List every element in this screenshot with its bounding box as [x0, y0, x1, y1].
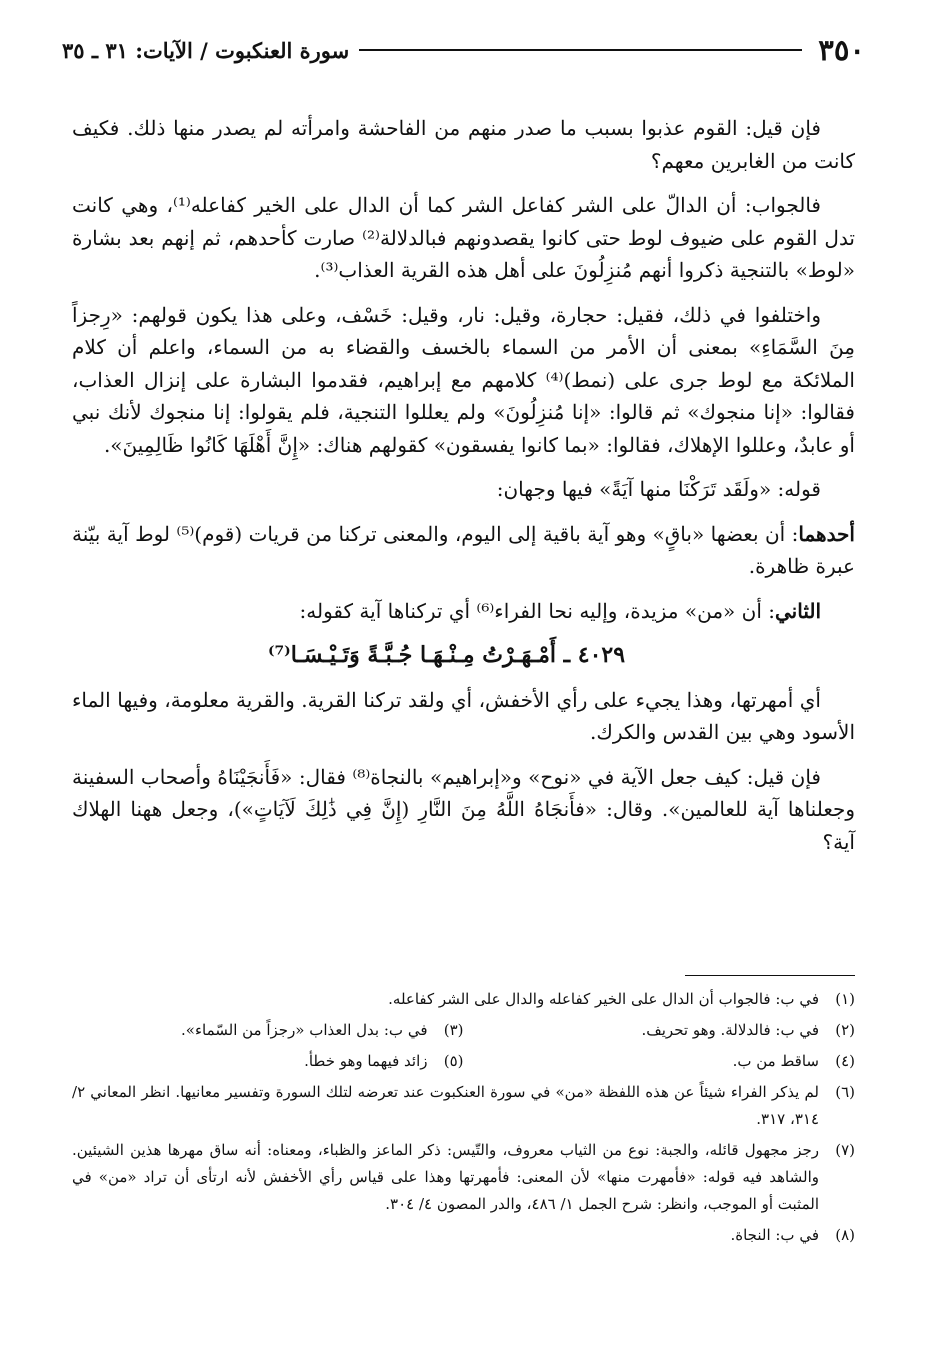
- page-number: ٣٥٠: [818, 33, 865, 67]
- footnote: [72, 1137, 855, 1218]
- footnote-number: (١): [835, 990, 855, 1008]
- header-title: سورة العنكبوت / الآيات: ٣١ ـ ٣٥: [62, 37, 350, 63]
- paragraph: واختلفوا في ذلك، فقيل: حجارة، وقيل: نار، وقيل: خَسْف، وعلى هذا يكون قولهم: «رِجزاً مِنَ السَّمَاءِ» بمعنى أن الأمر من السماء بالخسف والقضاء به من السماء، واعلم أن كلام الملائكة مع لوط جرى على (نمط)⁽⁴⁾ كلامهم مع إبراهيم، فقدموا البشارة على إنزال العذاب، فقالوا: «إنا منجوك» ثم قالوا: «إنا مُنزِلُونَ» ولم يعللوا التنجية، فلم يقولوا: إنا منجوك لأنك نبي أو عابدٌ، وعللوا الإهلاك، فقالوا: «بما كانوا يفسقون» كقولهم هناك: «إِنَّ أَهْلَهَا كَانُوا ظَالِمِينَ».: [72, 302, 855, 457]
- footnote-text: في ب: فالجواب أن الدال على الخير كفاعله والدال على الشر كفاعله.: [388, 990, 819, 1008]
- paragraph: فإن قيل: القوم عذبوا بسبب ما صدر منهم من الفاحشة وامرأته لم يصدر منها ذلك. فكيف كانت من الغابرين معهم؟: [72, 116, 855, 173]
- paragraph-first-view: [72, 518, 855, 583]
- second-view-label: الثاني: [774, 598, 821, 623]
- footnote-number: (٨): [835, 1226, 855, 1244]
- footnote-separator: [685, 975, 855, 976]
- footnote-number: (٦): [835, 1083, 855, 1101]
- running-header: [62, 30, 865, 70]
- footnote-text: رجز مجهول قائله، والجبة: نوع من الثياب معروف، والتّيس: ذكر الماعز والظباء، ومعناه: أنه ساق مهرها هذين الشيئين. والشاهد فيه قوله: «فأمهرت منها» لأن المعنى: فأمهرتها وهذا على قياس رأي الأخفش لأنه ارتأى أن تراد «من» في المثبت أو الموجب، وانظر: شرح الجمل ١/ ٤٨٦، والدر المصون ٤/ ٣٠٤.: [72, 1141, 819, 1213]
- poem-verse: ٤٠٢٩ ـ أَمْـهَـرْتُ مِـنْـهَـا جُـبَّـةً وَتَـيْـسَـا⁽⁷⁾: [267, 642, 626, 668]
- footnote-number: (٢): [835, 1021, 855, 1039]
- footnote-text: في ب: فالدلالة. وهو تحريف.: [641, 1021, 819, 1039]
- second-view-text: : أن «من» مزيدة، وإليه نحا الفراء⁽⁶⁾ أي تركناها آية كقوله:: [299, 598, 775, 623]
- footnote: [464, 1048, 856, 1075]
- footnote-text: لم يذكر الفراء شيئاً عن هذه اللفظة «من» في سورة العنكبوت عند تعرضه لتلك السورة وتفسير معانيها. انظر المعاني ٢/ ٣١٤، ٣١٧.: [72, 1083, 819, 1128]
- footnote: [72, 1222, 855, 1249]
- footnotes: [72, 986, 855, 1253]
- footnote-text: في ب: النجاة.: [730, 1226, 819, 1244]
- paragraph-second-view: [72, 595, 855, 628]
- footnote-text: ساقط من ب.: [732, 1052, 819, 1070]
- first-view-label: أحدهما: [798, 521, 855, 546]
- footnote-row: [72, 1017, 855, 1044]
- main-text: [72, 112, 855, 870]
- header-rule: [359, 49, 802, 51]
- footnote: [72, 1048, 464, 1075]
- footnote: [72, 986, 855, 1013]
- footnote-number: (٣): [443, 1021, 464, 1039]
- footnote: [72, 1079, 855, 1133]
- paragraph: أي أمهرتها، وهذا يجيء على رأي الأخفش، أي ولقد تركنا القرية. والقرية معلومة، وفيها الماء الأسود وهي بين القدس والكرك.: [72, 687, 855, 744]
- footnote: [464, 1017, 856, 1044]
- footnote-text: في ب: بدل العذاب «رجزاً من السّماء».: [181, 1021, 428, 1039]
- first-view-text: : أن بعضها «باقٍ» وهو آية باقية إلى اليوم، والمعنى تركنا من قريات (قوم)⁽⁵⁾ لوط آية بيّنة عبرة ظاهرة.: [72, 521, 855, 578]
- footnote-row: [72, 1048, 855, 1075]
- footnote-number: (٥): [443, 1052, 464, 1070]
- paragraph: فالجواب: أن الدالّ على الشر كفاعل الشر كما أن الدال على الخير كفاعله⁽¹⁾، وهي كانت تدل القوم على ضيوف لوط حتى كانوا يقصدونهم فبالدلالة⁽²⁾ صارت كأحدهم، ثم إنهم بعد بشارة «لوط» بالتنجية ذكروا أنهم مُنزِلُونَ على أهل هذه القرية العذاب⁽³⁾.: [72, 193, 856, 282]
- footnote-text: زائد فيهما وهو خطأ.: [304, 1052, 428, 1070]
- paragraph: فإن قيل: كيف جعل الآية في «نوح» و«إبراهيم» بالنجاة⁽⁸⁾ فقال: «فَأَنجَيْنَاهُ وأصحاب السفينة وجعلناها آية للعالمين». وقال: «فأَنجَاهُ اللَّهُ مِنَ النَّارِ (إِنَّ فِي ذَٰلِكَ لَآيَاتٍ»)، وجعل ههنا الهلاك آية؟: [72, 764, 855, 854]
- paragraph: قوله: «ولَقَد تَرَكْنَا منها آيَةً» فيها وجهان:: [496, 477, 821, 501]
- footnote: [72, 1017, 464, 1044]
- footnote-number: (٧): [835, 1141, 855, 1159]
- footnote-number: (٤): [835, 1052, 855, 1070]
